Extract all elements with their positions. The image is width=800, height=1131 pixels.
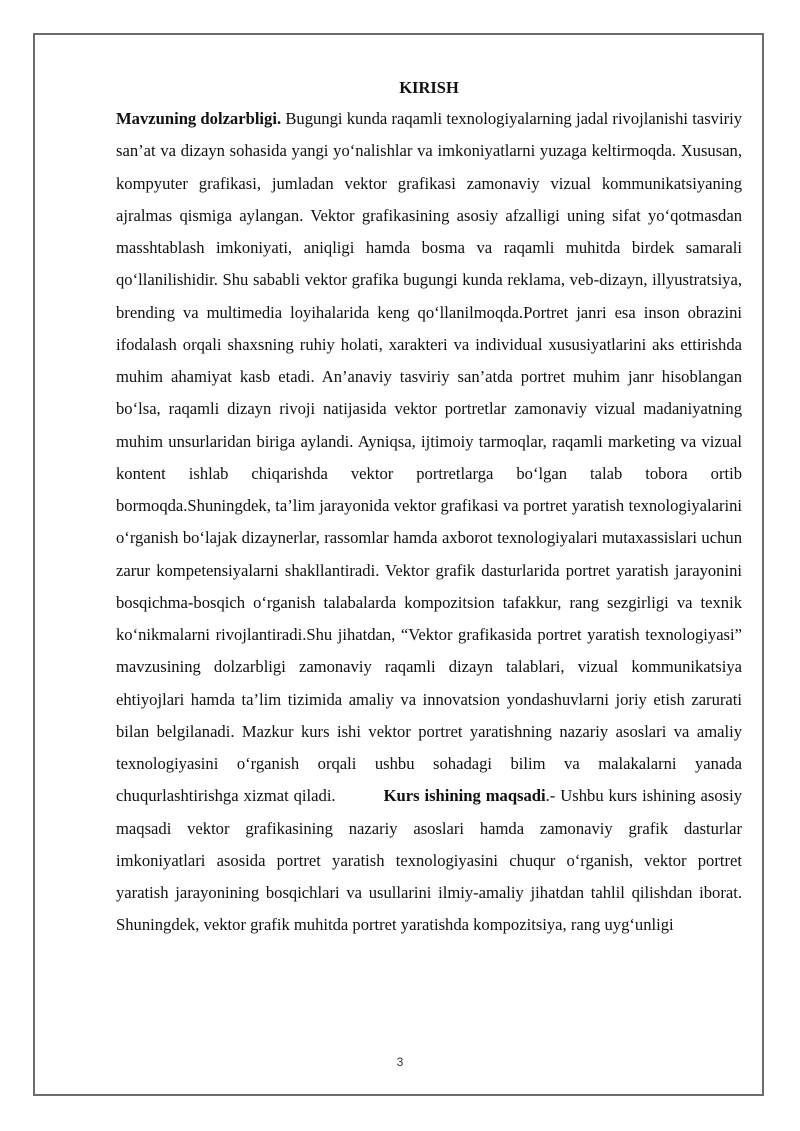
body-paragraph — [116, 103, 742, 942]
page-content — [116, 74, 742, 942]
relevance-title: Mavzuning dolzarbligi. — [116, 109, 282, 128]
page-number: 3 — [396, 1055, 404, 1069]
section-heading: KIRISH — [399, 78, 459, 97]
relevance-text: Bugungi kunda raqamli texnologiyalarning jadal rivojlanishi tasviriy san’at va dizayn sohasida yangi yo‘nalishlar va imkoniyatlarni yuzaga keltirmoqda. Xususan, kompyuter grafikasi, jumladan vektor grafikasi zamonaviy vizual kommunikatsiyaning ajralmas qismiga aylangan. Vektor grafikasining asosiy afzalligi uning sifat yo‘qotmasdan masshtablash imkoniyati, aniqligi hamda bosma va raqamli muhitda birdek samarali qo‘llanilishidir. Shu sababli vektor grafika bugungi kunda reklama, veb-dizayn, illyustratsiya, brending va multimedia loyihalarida keng qo‘llanilmoqda.Portret janri esa inson obrazini ifodalash orqali shaxsning ruhiy holati, xarakteri va individual xususiyatlarini aks ettirishda muhim ahamiyat kasb etadi. An’anaviy tasviriy san’atda portret muhim janr hisoblangan bo‘lsa, raqamli dizayn rivoji natijasida vektor portretlar zamonaviy vizual madaniyatning muhim unsurlaridan biriga aylandi. Ayniqsa, ijtimoiy tarmoqlar, raqamli marketing va vizual kontent ishlab chiqarishda vektor portretlarga bo‘lgan talab tobora ortib bormoqda.Shuningdek, ta’lim jarayonida vektor grafikasi va portret yaratish texnologiyalarini o‘rganish bo‘lajak dizaynerlar, rassomlar hamda axborot texnologiyalari mutaxassislari uchun zarur kompetensiyalarni shakllantiradi. Vektor grafik dasturlarida portret yaratish jarayonini bosqichma-bosqich o‘rganish talabalarda kompozitsion tafakkur, rang sezgirligi va texnik ko‘nikmalarni rivojlantiradi.Shu jihatdan, “Vektor grafikasida portret yaratish texnologiyasi” mavzusining dolzarbligi zamonaviy raqamli dizayn talablari, vizual kommunikatsiya ehtiyojlari hamda ta’lim tizimida amaliy va innovatsion yondashuvlarni joriy etish zarurati bilan belgilanadi. Mazkur kurs ishi vektor portret yaratishning nazariy asoslari va amaliy texnologiyasini o‘rganish orqali ushbu sohadagi bilim va malakalarni yanada chuqurlashtirishga xizmat qiladi. — [116, 109, 743, 806]
goal-title: Kurs ishining maqsadi — [383, 786, 546, 806]
goal-text: .- Ushbu kurs ishining asosiy maqsadi vektor grafikasining nazariy asoslari hamda zamonaviy grafik dasturlar imkoniyatlari asosida portret yaratish texnologiyasini chuqur o‘rganish, vektor portret yaratish jarayonining bosqichlari va usullarini ilmiy-amaliy jihatdan tahlil qilishdan iborat. Shuningdek, vektor grafik muhitda portret yaratishda kompozitsiya, rang uyg‘unligi — [116, 786, 742, 935]
